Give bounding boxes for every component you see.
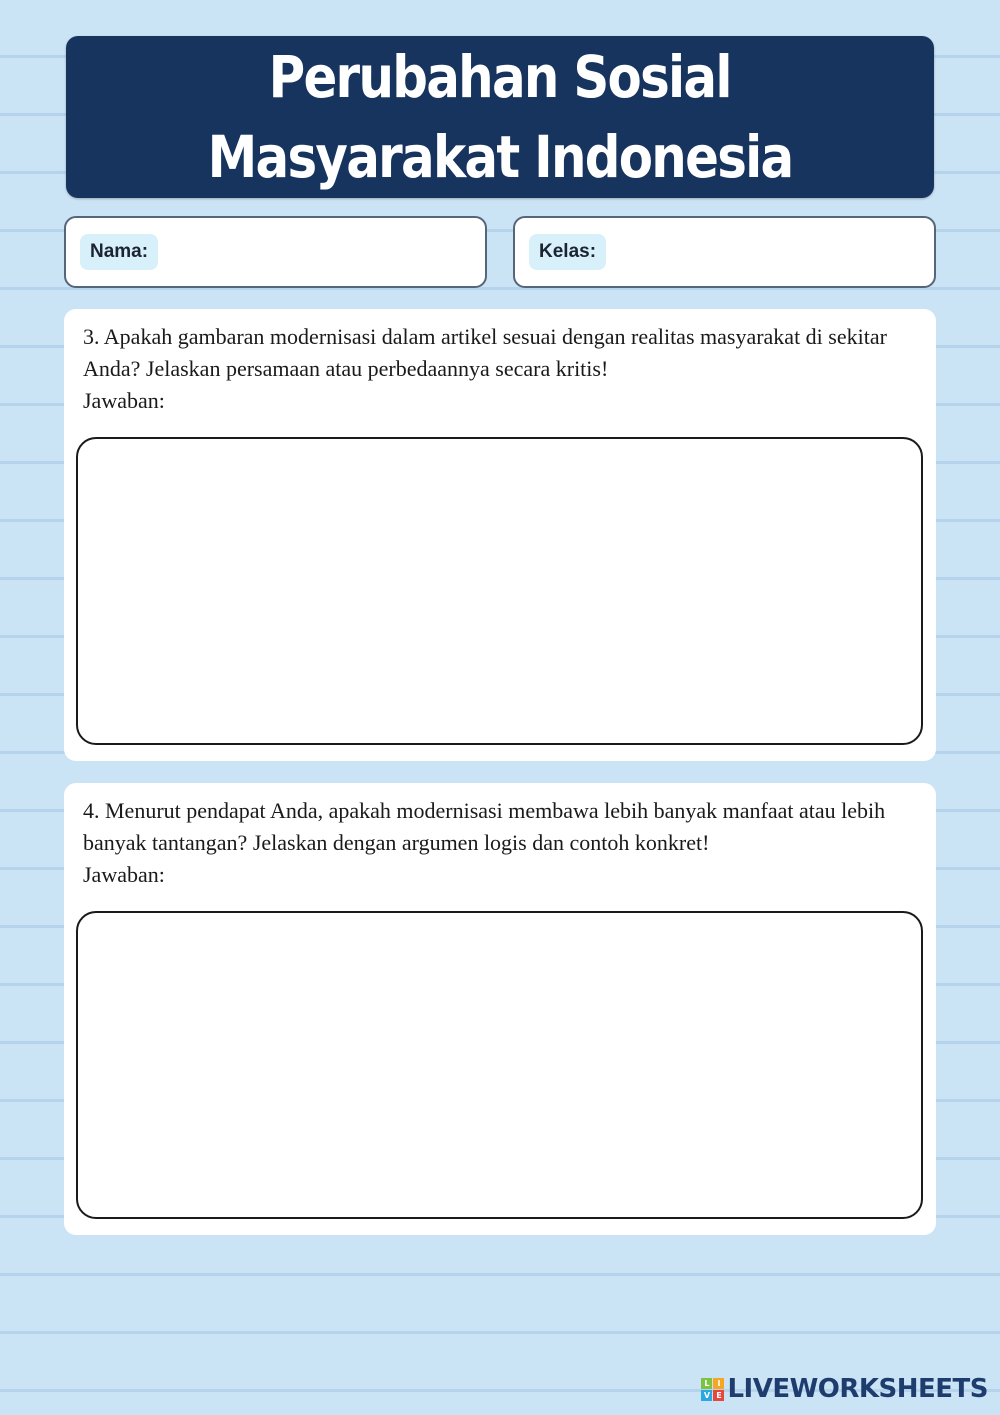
kelas-field[interactable] [513,216,936,288]
question-4-answer-label: Jawaban: [83,862,165,887]
nama-field[interactable] [64,216,487,288]
question-4 [83,795,923,891]
question-card-4 [64,783,936,1235]
logo-tile-2: I [713,1378,724,1389]
nama-label: Nama: [80,234,158,270]
liveworksheets-wordmark: LIVEWORKSHEETS [727,1374,988,1404]
question-3-text: 3. Apakah gambaran modernisasi dalam artikel sesuai dengan realitas masyarakat di sekitar Anda? Jelaskan persamaan atau perbedaannya secara kritis! [83,324,887,381]
title-line-2: Masyarakat Indonesia [207,123,793,191]
question-card-3 [64,309,936,761]
answer-box-3[interactable] [76,437,923,745]
logo-tile-1: L [701,1378,712,1389]
liveworksheets-logo-icon [701,1378,724,1401]
title-line-1: Perubahan Sosial [268,43,732,111]
worksheet-title-banner [66,36,934,198]
logo-tile-3: V [701,1390,712,1401]
kelas-label: Kelas: [529,234,606,270]
logo-tile-4: E [713,1390,724,1401]
answer-box-4[interactable] [76,911,923,1219]
question-3 [83,321,923,417]
question-4-text: 4. Menurut pendapat Anda, apakah modernisasi membawa lebih banyak manfaat atau lebih banyak tantangan? Jelaskan dengan argumen logis dan contoh konkret! [83,798,886,855]
question-3-answer-label: Jawaban: [83,388,165,413]
liveworksheets-branding [701,1374,988,1404]
